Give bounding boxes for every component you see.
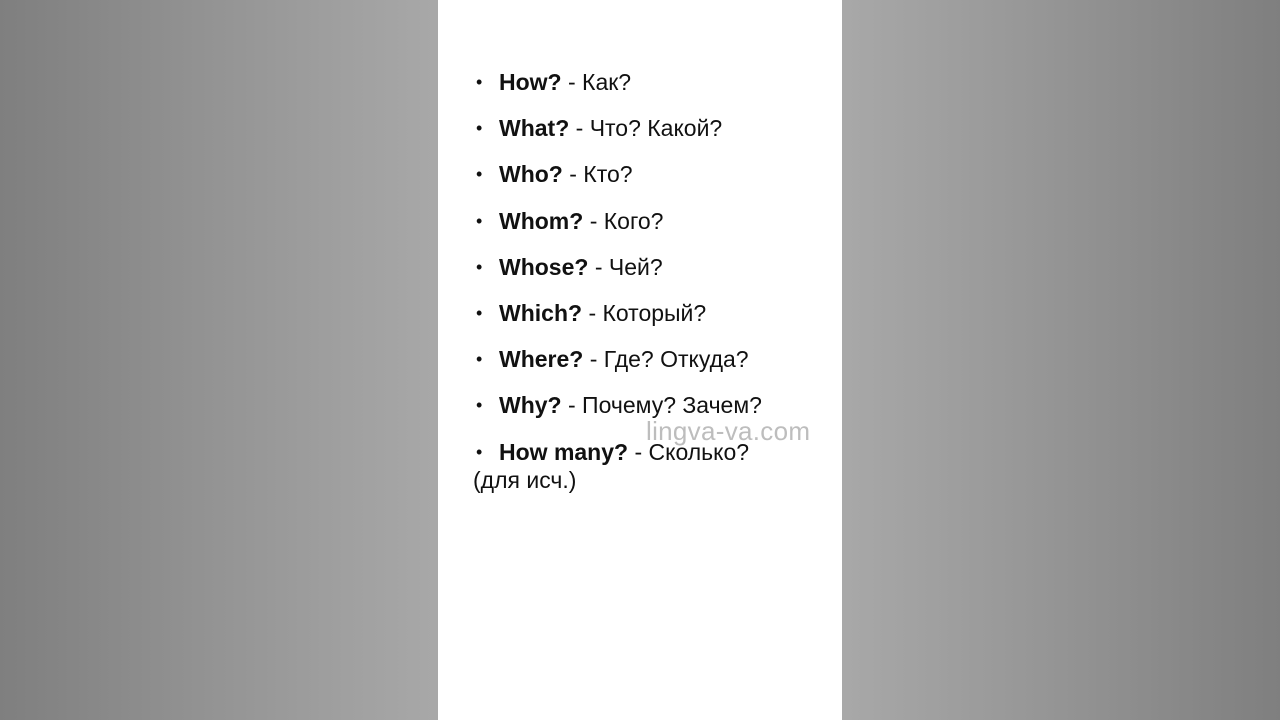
bullet-icon: •: [476, 395, 483, 416]
term-line: [499, 199, 663, 243]
question-word: Whom?: [499, 207, 584, 234]
bullet-icon: •: [476, 302, 483, 323]
list-item: [476, 337, 832, 383]
term-line: [499, 106, 722, 150]
translation: - Кого?: [589, 207, 664, 234]
list-item: [476, 152, 832, 198]
term-line: [499, 291, 706, 335]
question-word: Why?: [499, 392, 562, 419]
bullet-icon: •: [476, 164, 483, 185]
term-line: [499, 152, 633, 196]
bullet-icon: •: [476, 441, 483, 462]
list-item: [476, 60, 832, 106]
translation: - Кто?: [569, 161, 633, 188]
translation: - Что? Какой?: [575, 115, 723, 142]
question-word: What?: [499, 115, 570, 142]
translation: - Чей?: [594, 253, 663, 280]
translation: - Как?: [568, 69, 632, 95]
bullet-icon: •: [476, 256, 483, 277]
term-line: [499, 337, 749, 381]
term-line: [499, 245, 663, 289]
question-words-list: [476, 60, 832, 476]
translation: - Где? Откуда?: [589, 346, 749, 373]
bullet-icon: •: [476, 349, 483, 370]
translation: - Почему? Зачем?: [568, 392, 762, 419]
translation: - Сколько?: [634, 438, 750, 465]
bullet-icon: •: [476, 72, 483, 92]
continuation-note: (для исч.): [473, 467, 577, 493]
bullet-icon: •: [476, 118, 483, 139]
bullet-icon: •: [476, 210, 483, 231]
question-word: Which?: [499, 299, 583, 326]
translation: - Который?: [588, 299, 707, 326]
list-item: [476, 106, 832, 152]
question-word: Where?: [499, 346, 584, 373]
question-word: Who?: [499, 161, 563, 188]
list-item: [476, 199, 832, 245]
question-word: How many?: [499, 438, 629, 465]
watermark-text: lingva-va.com: [646, 416, 811, 446]
list-item: [476, 291, 832, 337]
question-word: How?: [499, 69, 562, 95]
term-line: [499, 60, 631, 104]
question-word: Whose?: [499, 253, 589, 280]
list-item: [476, 245, 832, 291]
